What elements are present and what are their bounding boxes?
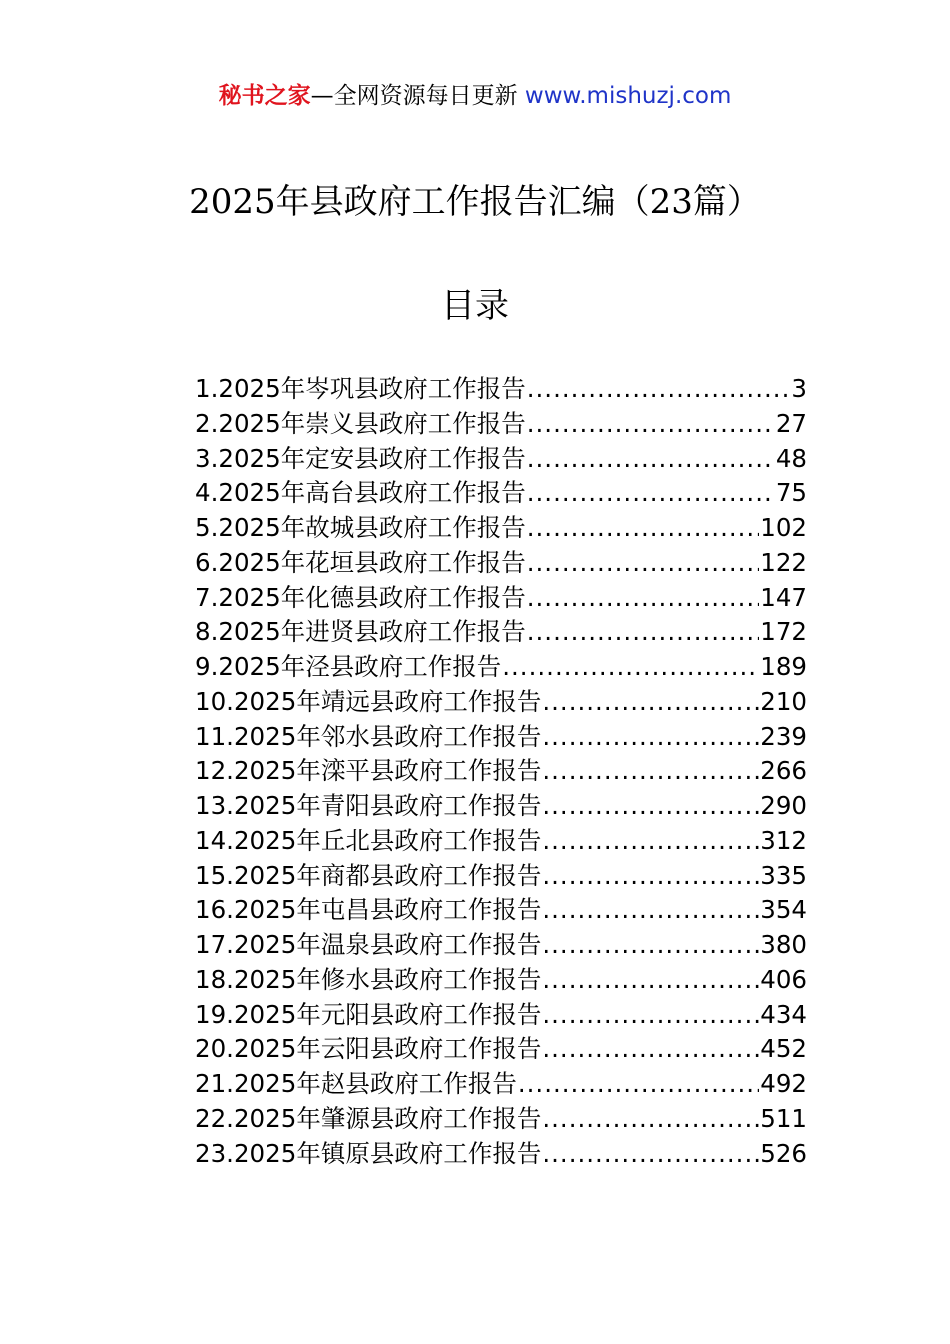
- toc-entry-page-number: 239: [760, 721, 807, 751]
- toc-entry[interactable]: [195, 754, 807, 789]
- toc-entry-label: 17.2025年温泉县政府工作报告: [195, 930, 542, 959]
- toc-dot-leader: [527, 372, 791, 407]
- toc-entry-page-number: 147: [760, 582, 807, 612]
- toc-dot-leader: [527, 511, 760, 546]
- toc-entry-label: 16.2025年屯昌县政府工作报告: [195, 895, 542, 925]
- toc-entry[interactable]: [195, 685, 807, 720]
- toc-entry-label: 6.2025年花垣县政府工作报告: [195, 547, 526, 577]
- toc-dot-leader: [527, 476, 775, 511]
- toc-entry-page-number: 406: [760, 964, 807, 994]
- toc-dot-leader: [542, 998, 759, 1033]
- toc-heading: 目录: [441, 286, 509, 326]
- site-header: [0, 80, 950, 112]
- toc-entry-label: 1.2025年岑巩县政府工作报告: [195, 374, 526, 403]
- toc-dot-leader: [542, 928, 759, 963]
- toc-dot-leader: [502, 650, 759, 685]
- toc-dot-leader: [527, 581, 760, 616]
- toc-entry-label: 2.2025年崇义县政府工作报告: [195, 408, 526, 438]
- toc-entry-page-number: 312: [760, 825, 807, 855]
- toc-entry[interactable]: [195, 893, 807, 928]
- toc-entry-page-number: 290: [760, 791, 807, 820]
- toc-entry-page-number: 172: [760, 617, 807, 647]
- toc-dot-leader: [542, 1137, 759, 1172]
- header-dash: —: [310, 83, 334, 109]
- toc-entry-label: 12.2025年滦平县政府工作报告: [195, 756, 542, 786]
- toc-entry-label: 7.2025年化德县政府工作报告: [195, 582, 526, 612]
- toc-entry-label: 11.2025年邻水县政府工作报告: [195, 721, 542, 751]
- toc-entry-page-number: 492: [760, 1069, 807, 1098]
- toc-entry-page-number: 511: [760, 1103, 807, 1133]
- toc-entry-page-number: 434: [760, 999, 807, 1029]
- toc-entry-label: 22.2025年肇源县政府工作报告: [195, 1103, 542, 1133]
- site-url-link[interactable]: www.mishuzj.com: [524, 83, 732, 109]
- toc-entry-page-number: 380: [760, 930, 807, 959]
- toc-entry-page-number: 27: [775, 408, 807, 438]
- toc-entry-page-number: 3: [791, 374, 807, 403]
- toc-entry-label: 13.2025年青阳县政府工作报告: [195, 791, 542, 820]
- toc-entry-label: 8.2025年进贤县政府工作报告: [195, 617, 526, 647]
- toc-entry-page-number: 266: [760, 756, 807, 786]
- toc-entry-page-number: 526: [760, 1138, 807, 1168]
- toc-dot-leader: [542, 1102, 759, 1137]
- toc-entry-page-number: 102: [760, 513, 807, 542]
- toc-entry-page-number: 210: [760, 686, 807, 716]
- toc-entry[interactable]: [195, 546, 807, 581]
- toc-entry-label: 18.2025年修水县政府工作报告: [195, 964, 542, 994]
- toc-entry[interactable]: [195, 1137, 807, 1172]
- toc-entry-label: 19.2025年元阳县政府工作报告: [195, 999, 542, 1029]
- toc-entry-label: 10.2025年靖远县政府工作报告: [195, 686, 542, 716]
- toc-dot-leader: [542, 789, 759, 824]
- toc-entry-page-number: 189: [760, 652, 807, 681]
- document-title: 2025年县政府工作报告汇编（23篇）: [189, 182, 761, 222]
- toc-dot-leader: [542, 685, 759, 720]
- toc-entry[interactable]: [195, 442, 807, 477]
- toc-entry-page-number: 335: [760, 860, 807, 890]
- toc-dot-leader: [542, 963, 759, 998]
- toc-dot-leader: [542, 754, 759, 789]
- toc-entry[interactable]: [195, 963, 807, 998]
- toc-entry[interactable]: [195, 476, 807, 511]
- toc-entry[interactable]: [195, 789, 807, 824]
- toc-entry[interactable]: [195, 1102, 807, 1137]
- toc-entry-label: 15.2025年商都县政府工作报告: [195, 860, 542, 890]
- toc-entry[interactable]: [195, 998, 807, 1033]
- toc-entry[interactable]: [195, 1067, 807, 1102]
- toc-entry[interactable]: [195, 581, 807, 616]
- toc-entry-label: 14.2025年丘北县政府工作报告: [195, 825, 542, 855]
- toc-entry-label: 21.2025年赵县政府工作报告: [195, 1069, 517, 1098]
- toc-entry-label: 9.2025年泾县政府工作报告: [195, 652, 502, 681]
- toc-dot-leader: [542, 824, 759, 859]
- toc-dot-leader: [527, 546, 760, 581]
- brand-name: 秘书之家: [218, 83, 311, 109]
- toc-entry-label: 23.2025年镇原县政府工作报告: [195, 1138, 542, 1168]
- toc-entry[interactable]: [195, 720, 807, 755]
- toc-entry-label: 3.2025年定安县政府工作报告: [195, 443, 526, 473]
- toc-dot-leader: [542, 893, 759, 928]
- toc-entry[interactable]: [195, 1032, 807, 1067]
- toc-entry[interactable]: [195, 824, 807, 859]
- toc-entry[interactable]: [195, 928, 807, 963]
- toc-dot-leader: [542, 720, 759, 755]
- table-of-contents: [195, 372, 807, 1171]
- toc-entry[interactable]: [195, 511, 807, 546]
- toc-entry-label: 4.2025年高台县政府工作报告: [195, 478, 526, 508]
- toc-entry-page-number: 48: [775, 443, 807, 473]
- toc-entry-page-number: 75: [775, 478, 807, 508]
- toc-entry-label: 5.2025年故城县政府工作报告: [195, 513, 526, 542]
- toc-dot-leader: [542, 1032, 759, 1067]
- toc-entry[interactable]: [195, 650, 807, 685]
- toc-entry-page-number: 354: [760, 895, 807, 925]
- toc-entry-page-number: 452: [760, 1034, 807, 1064]
- toc-dot-leader: [527, 442, 775, 477]
- toc-entry[interactable]: [195, 407, 807, 442]
- toc-dot-leader: [518, 1067, 759, 1102]
- toc-entry-label: 20.2025年云阳县政府工作报告: [195, 1034, 542, 1064]
- header-tagline: 全网资源每日更新: [333, 83, 518, 109]
- toc-entry[interactable]: [195, 372, 807, 407]
- toc-dot-leader: [527, 407, 775, 442]
- toc-dot-leader: [542, 859, 759, 894]
- toc-entry[interactable]: [195, 859, 807, 894]
- toc-entry-page-number: 122: [760, 547, 807, 577]
- toc-dot-leader: [527, 615, 760, 650]
- toc-entry[interactable]: [195, 615, 807, 650]
